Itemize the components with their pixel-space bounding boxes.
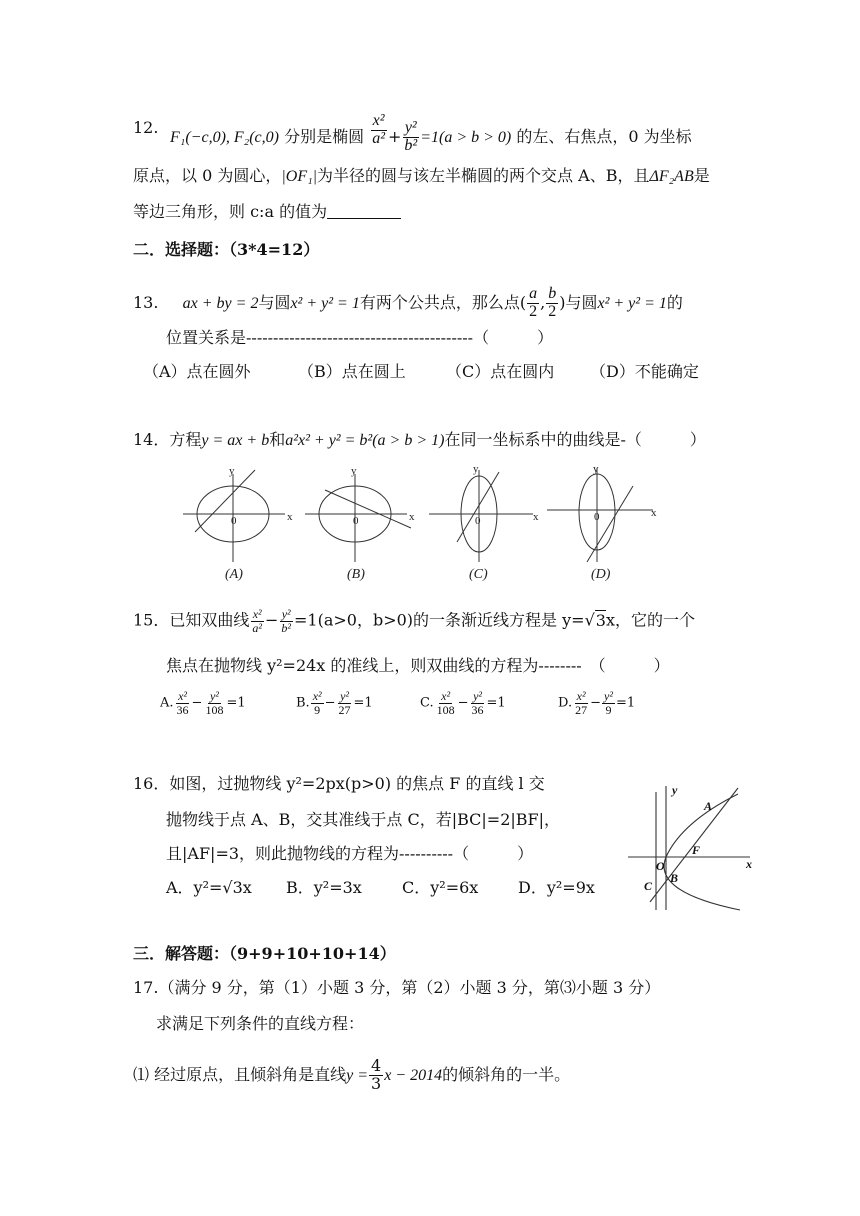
q12-triangle: ΔF₂AB bbox=[649, 168, 694, 185]
q13-option-c[interactable]: （C）点在圆内 bbox=[446, 362, 555, 381]
fig-label-o: O bbox=[656, 859, 665, 873]
figure-label-b: (B) bbox=[347, 567, 365, 582]
q13-circle: x² + y² = 1 bbox=[290, 294, 360, 312]
q16-figure bbox=[622, 782, 758, 914]
q13-number: 13. bbox=[133, 292, 159, 312]
section3-score: （9+9+10+10+14） bbox=[229, 944, 396, 963]
q12-abs-of1: |OF₁| bbox=[281, 168, 318, 185]
axis-x-label: x bbox=[651, 507, 657, 519]
fig-label-b: B bbox=[670, 871, 679, 885]
fig-label-a: A bbox=[704, 799, 713, 813]
q17-eq-rest: x − 2014 bbox=[384, 1066, 443, 1084]
axis-x-label: x bbox=[287, 511, 293, 523]
q13-option-b[interactable]: （B）点在圆上 bbox=[298, 362, 406, 381]
section3-title: 三．解答题： bbox=[133, 944, 230, 963]
fig-label-x: x bbox=[746, 857, 752, 871]
q12-ellipse-rest: =1(a > b > 0) bbox=[420, 128, 512, 146]
q13-t1: 与圆 bbox=[258, 292, 291, 312]
q12-line2 bbox=[133, 168, 710, 185]
q12-line3-text: 等边三角形，则 c:a 的值为 bbox=[133, 202, 328, 221]
q15-option-a[interactable]: A. $\frac{\text{x²}}{36}$ − $\frac{\text{y²}}{108}$ =1 bbox=[160, 689, 246, 717]
q13-circle2: x² + y² = 1 bbox=[597, 294, 667, 312]
straight-line bbox=[587, 486, 633, 562]
origin-label: 0 bbox=[594, 511, 600, 523]
q12-line2a: 原点，以 0 为圆心， bbox=[133, 166, 282, 185]
q13-line2: 位置关系是------------------------------------------（ ） bbox=[166, 328, 554, 347]
q16-line3: 且|AF|=3，则此抛物线的方程为----------（ ） bbox=[166, 844, 534, 863]
figure-label-c: (C) bbox=[469, 567, 488, 582]
q12-text1: 分别是椭圆 bbox=[284, 126, 365, 146]
q12-frac-y: $\frac{\text{y²}}{\text{b²}}$ bbox=[404, 119, 418, 154]
q13-frac-b: $\frac{b}{2}$ bbox=[548, 285, 557, 320]
section3-heading bbox=[133, 946, 396, 962]
straight-line bbox=[325, 490, 411, 528]
q17-line2: 求满足下列条件的直线方程： bbox=[156, 1014, 365, 1033]
axis-y-label: y bbox=[593, 463, 599, 475]
section2-heading bbox=[133, 242, 319, 258]
q14-t1: 方程 bbox=[169, 430, 202, 449]
origin-label: 0 bbox=[353, 515, 359, 527]
q17-line1: 17.（满分 9 分，第（1）小题 3 分，第（2）小题 3 分，第⑶小题 3 分） bbox=[133, 978, 661, 997]
straight-line bbox=[457, 472, 499, 542]
q13-option-a[interactable]: （A）点在圆外 bbox=[143, 362, 251, 381]
q12-text2: 的左、右焦点，0 为坐标 bbox=[516, 126, 692, 146]
figure-label-d: (D) bbox=[591, 567, 611, 582]
section2-title: 二．选择题： bbox=[133, 240, 230, 259]
q12-line2c: 是 bbox=[693, 166, 710, 185]
q16-line2: 抛物线于点 A、B，交其准线于点 C，若|BC|=2|BF|， bbox=[166, 810, 561, 829]
q15-option-c[interactable]: C. $\frac{\text{x²}}{108}$ − $\frac{\text{y²}}{36}$ =1 bbox=[420, 689, 506, 717]
q15-option-b[interactable]: B. $\frac{\text{x²}}{9}$ − $\frac{\text{y²}}{27}$ =1 bbox=[296, 689, 373, 717]
q15-line1: 15．已知双曲线 $\frac{\text{x²}}{\text{a²}}$ − $\frac{\text{y²}}{\text{b²}}$ =1(a>0，b>0)的一条渐近线方程是 y=√3x，它的一个 bbox=[133, 607, 695, 635]
q15-number: 15． bbox=[133, 610, 170, 630]
q17-eq-y: y = bbox=[346, 1066, 368, 1084]
q16-number: 16． bbox=[133, 774, 170, 793]
q13-frac-a: $\frac{a}{2}$ bbox=[529, 285, 538, 320]
q13-line1: 13. ax + by = 2与圆x² + y² = 1有两个公共点，那么点( $\frac{a}{2}$ , $\frac{b}{2}$ )与圆x² + y² = 1的 bbox=[133, 285, 683, 320]
straight-line bbox=[195, 470, 255, 532]
q14-eq1: y = ax + b bbox=[201, 432, 270, 449]
q17-item1-text-a: ⑴ 经过原点，且倾斜角是直线 bbox=[133, 1064, 347, 1084]
q13-eq: ax + by = 2 bbox=[182, 294, 259, 312]
q16-option-c[interactable]: C．y²=6x bbox=[402, 878, 479, 897]
q14-figures bbox=[175, 462, 675, 587]
q13-option-d[interactable]: （D）不能确定 bbox=[590, 362, 699, 381]
q12-number: 12. bbox=[133, 118, 159, 137]
q12-frac-x: $\frac{\text{x²}}{\text{a²}}$ bbox=[372, 112, 385, 147]
q13-t4: 的 bbox=[666, 292, 683, 312]
q16-line1 bbox=[133, 776, 545, 792]
q16-line1-text: 如图，过抛物线 y²=2px(p>0) 的焦点 F 的直线 l 交 bbox=[169, 774, 545, 793]
fig-label-y: y bbox=[672, 783, 678, 797]
q15-frac-x: $\frac{\text{x²}}{\text{a²}}$ bbox=[252, 607, 262, 635]
q15-t2: =1(a>0，b>0)的一条渐近线方程是 y= bbox=[294, 610, 585, 630]
origin-label: 0 bbox=[475, 515, 481, 527]
figure-label-a: (A) bbox=[225, 567, 243, 582]
axis-y-label: y bbox=[229, 465, 235, 477]
q14-number: 14． bbox=[133, 430, 170, 449]
q12-line2b: 为半径的圆与该左半椭圆的两个交点 A、B，且 bbox=[317, 166, 650, 185]
q12-line3 bbox=[133, 204, 401, 220]
q15-sqrt3: 3 bbox=[595, 610, 606, 630]
section2-score: （3*4=12） bbox=[229, 240, 320, 259]
q12-line1: F₁(−c,0), F₂(c,0) 分别是椭圆 $\frac{\text{x²}}{\text{a²}}$ + $\frac{\text{y²}}{\text{b²}}$ =1(a > b > 0) 的左、右焦点，0 为坐标 bbox=[170, 112, 692, 154]
fig-label-c: C bbox=[644, 879, 653, 893]
q17-item1 bbox=[133, 1058, 570, 1093]
q17-frac: $\frac{4}{3}$ bbox=[371, 1056, 382, 1093]
q15-t1: 已知双曲线 bbox=[169, 610, 250, 630]
q15-option-d[interactable]: D. $\frac{\text{x²}}{27}$ − $\frac{\text{y²}}{9}$ =1 bbox=[558, 689, 636, 717]
parabola-curve bbox=[664, 794, 740, 910]
q14-line1 bbox=[133, 432, 706, 449]
q16-option-b[interactable]: B．y²=3x bbox=[286, 878, 362, 897]
q13-t2: 有两个公共点，那么点 bbox=[359, 292, 520, 312]
origin-label: 0 bbox=[231, 515, 237, 527]
answer-blank[interactable] bbox=[327, 204, 401, 219]
q15-t3: x，它的一个 bbox=[605, 610, 695, 630]
fig-label-f: F bbox=[692, 843, 701, 857]
q13-t3: 与圆 bbox=[565, 292, 598, 312]
q15-frac-y: $\frac{\text{y²}}{\text{b²}}$ bbox=[281, 607, 292, 635]
q12-foci: F₁(−c,0), F₂(c,0) bbox=[170, 128, 279, 146]
q14-t3: 在同一坐标系中的曲线是-（ ） bbox=[444, 430, 706, 449]
axis-y-label: y bbox=[351, 465, 357, 477]
q14-t2: 和 bbox=[269, 430, 286, 449]
axis-y-label: y bbox=[473, 463, 479, 475]
axis-x-label: x bbox=[409, 511, 415, 523]
q17-item1-text-b: 的倾斜角的一半。 bbox=[442, 1064, 571, 1084]
axis-x-label: x bbox=[533, 511, 539, 523]
q15-line2: 焦点在抛物线 y²=24x 的准线上，则双曲线的方程为-------- （ ） bbox=[166, 656, 670, 675]
q14-eq2: a²x² + y² = b²(a > b > 1) bbox=[285, 432, 445, 449]
q16-option-a[interactable]: A．y²=√3x bbox=[166, 878, 252, 897]
q16-option-d[interactable]: D．y²=9x bbox=[518, 878, 595, 897]
